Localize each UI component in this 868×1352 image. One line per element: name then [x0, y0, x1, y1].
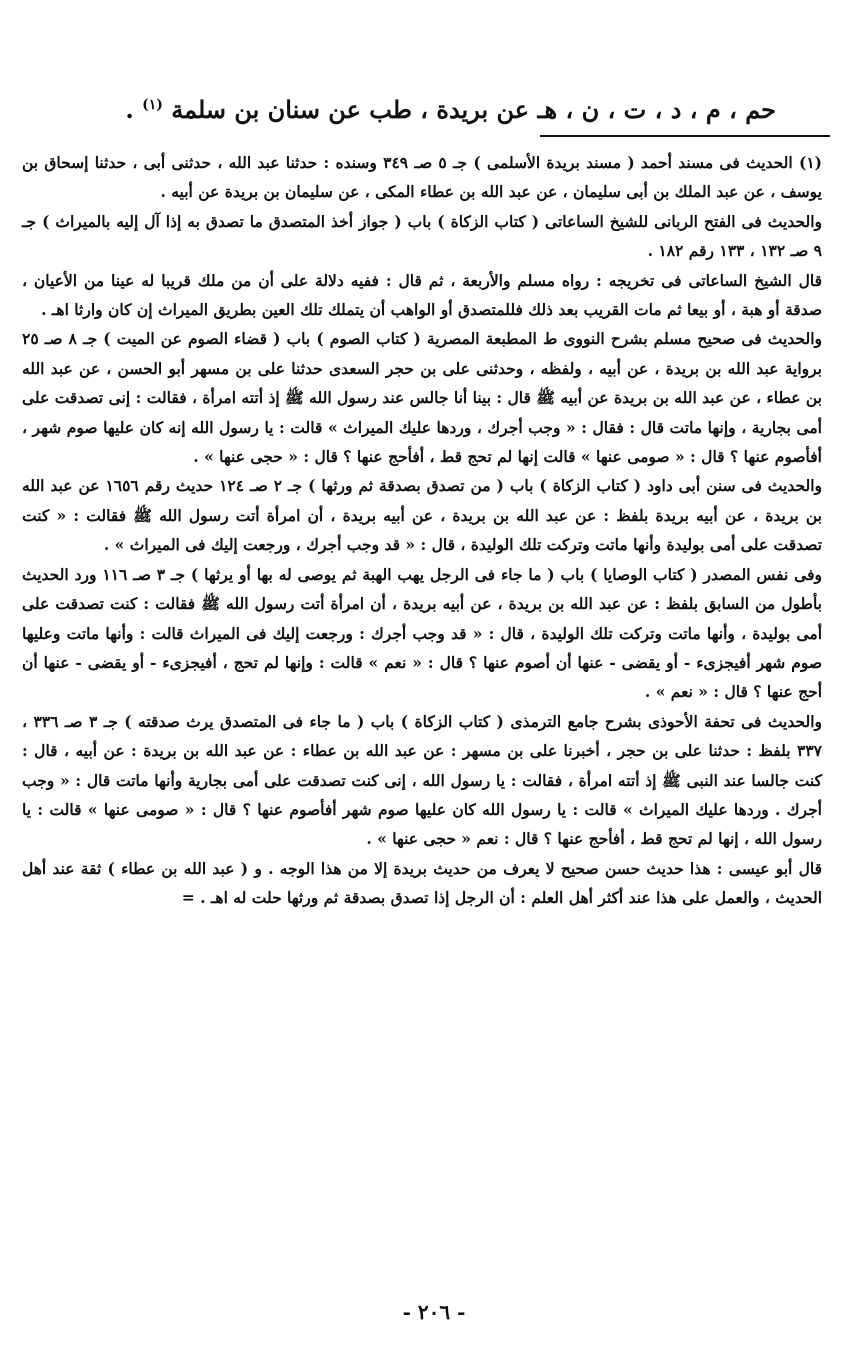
footnote-paragraph: قال الشيخ الساعاتى فى تخريجه : رواه مسلم والأربعة ، ثم قال : ففيه دلالة على أن من ملك قريبا له عينا من الأعيان ، صدقة أو هبة ، أو بيعا ثم مات القريب بعد ذلك فللمتصدق أو الواهب أن يتملك تلك العين بطريق الميراث إن كان وارثا اهـ . — [22, 270, 822, 320]
footnote-paragraph: والحديث فى سنن أبى داود ( كتاب الزكاة ) باب ( من تصدق بصدقة ثم ورثها ) جـ ٢ صـ ١٢٤ حديث رقم ١٦٥٦ عن عبد الله بن بريدة ، عن أبيه بريدة بلفظ : عن عبد الله بن بريدة ، عن أبيه بريدة ، أن امرأة أتت رسول الله ﷺ فقالت : « كنت تصدقت على أمى بوليدة وأنها ماتت وتركت تلك الوليدة ، قال : « قد وجب أجرك ، ورجعت إليك فى الميراث » . — [22, 476, 823, 555]
footnote-paragraph: قال أبو عيسى : هذا حديث حسن صحيح لا يعرف من حديث بريدة إلا من هذا الوجه . و ( عبد الله بن عطاء ) ثقة عند أهل الحديث ، والعمل على هذا عند أكثر أهل العلم : أن الرجل إذا تصدق بصدقة ثم ورثها حلت له اهـ . = — [22, 858, 822, 908]
footnote-block — [22, 148, 822, 913]
footnote-paragraph: والحديث فى صحيح مسلم بشرح النووى ط المطبعة المصرية ( كتاب الصوم ) باب ( قضاء الصوم عن الميت ) جـ ٨ صـ ٢٥ برواية عبد الله بن بريدة ، عن أبيه ، ولفظه ، وحدثنى على بن حجر السعدى حدثنا على بن مسهر أبو الحسن ، عن عبد الله بن عطاء ، عن عبد الله بن بريدة عن أبيه ﷺ قال : بينا أنا جالس عند رسول الله ﷺ إذ أتته امرأة ، فقالت : إنى تصدقت على أمى بجارية ، وإنها ماتت قال : فقال : « وجب أجرك ، وردها عليك الميراث » قالت : يا رسول الله إنه كان عليها صوم شهر ، أفأصوم عنها ؟ قال : « صومى عنها » قالت إنها لم تحج قط ، أفأحج عنها ؟ قال : « حجى عنها » . — [22, 329, 822, 467]
hadith-source-end: . — [125, 95, 143, 124]
page-number: - ٢٠٦ - — [402, 1300, 466, 1324]
hadith-source-text: حم ، م ، د ، ت ، ن ، هـ عن بريدة ، طب عن سنان بن سلمة — [171, 95, 776, 124]
footnote-separator — [540, 135, 830, 137]
footnote-paragraph: وفى نفس المصدر ( كتاب الوصايا ) باب ( ما جاء فى الرجل يهب الهبة ثم يوصى له بها أو يرثها ) جـ ٣ صـ ١١٦ ورد الحديث بأطول من السابق بلفظ : عن عبد الله بن بريدة ، عن أبيه بريدة ، أن امرأة أتت رسول الله ﷺ فقالت : كنت تصدقت على أمى بوليدة ، وأنها ماتت وتركت تلك الوليدة ، قال : « قد وجب أجرك : ورجعت إليك فى الميراث قالت : وأنها ماتت وعليها صوم شهر أفيجزىء - أو يقضى - عنها أن أصوم عنها ؟ قال : « نعم » قالت : وإنها لم تحج ، أفيجزىء - أو يقضى - عنها أن أحج عنها ؟ قال : « نعم » . — [22, 564, 822, 702]
footnote-paragraph: والحديث فى تحفة الأحوذى بشرح جامع الترمذى ( كتاب الزكاة ) باب ( ما جاء فى المتصدق يرث صدقته ) جـ ٣ صـ ٣٣٦ ، ٣٣٧ بلفظ : حدثنا على بن حجر ، أخبرنا على بن مسهر : عن عبد الله بن عطاء : عن عبد الله بن بريدة : عن أبيه ، قال : كنت جالسا عند النبى ﷺ إذ أتته امرأة ، فقالت : يا رسول الله ، إنى كنت تصدقت على أمى بجارية وأنها ماتت قال : « وجب أجرك . وردها عليك الميراث » قالت : يا رسول الله كان عليها صوم شهر أفأصوم عنها ؟ قال : « صومى عنها » قالت : يا رسول الله ، إنها لم تحج قط ، أفأحج عنها ؟ قال : نعم « حجى عنها » . — [22, 711, 823, 849]
footnote-marker: (١) — [142, 97, 163, 113]
footnote-paragraph: والحديث فى الفتح الربانى للشيخ الساعاتى ( كتاب الزكاة ) باب ( جواز أخذ المتصدق ما تصدق به إذا آل إليه بالميراث ) جـ ٩ صـ ١٣٢ ، ١٣٣ رقم ١٨٢ . — [22, 211, 822, 261]
footnote-paragraph: (١) الحديث فى مسند أحمد ( مسند بريدة الأسلمى ) جـ ٥ صـ ٣٤٩ وسنده : حدثنا عبد الله ، حدثنى أبى ، حدثنا إسحاق بن يوسف ، عن عبد الملك بن أبى سليمان ، عن عبد الله بن عطاء المكى ، عن سليمان بن بريدة عن أبيه . — [22, 153, 822, 202]
hadith-source-line — [76, 88, 776, 127]
